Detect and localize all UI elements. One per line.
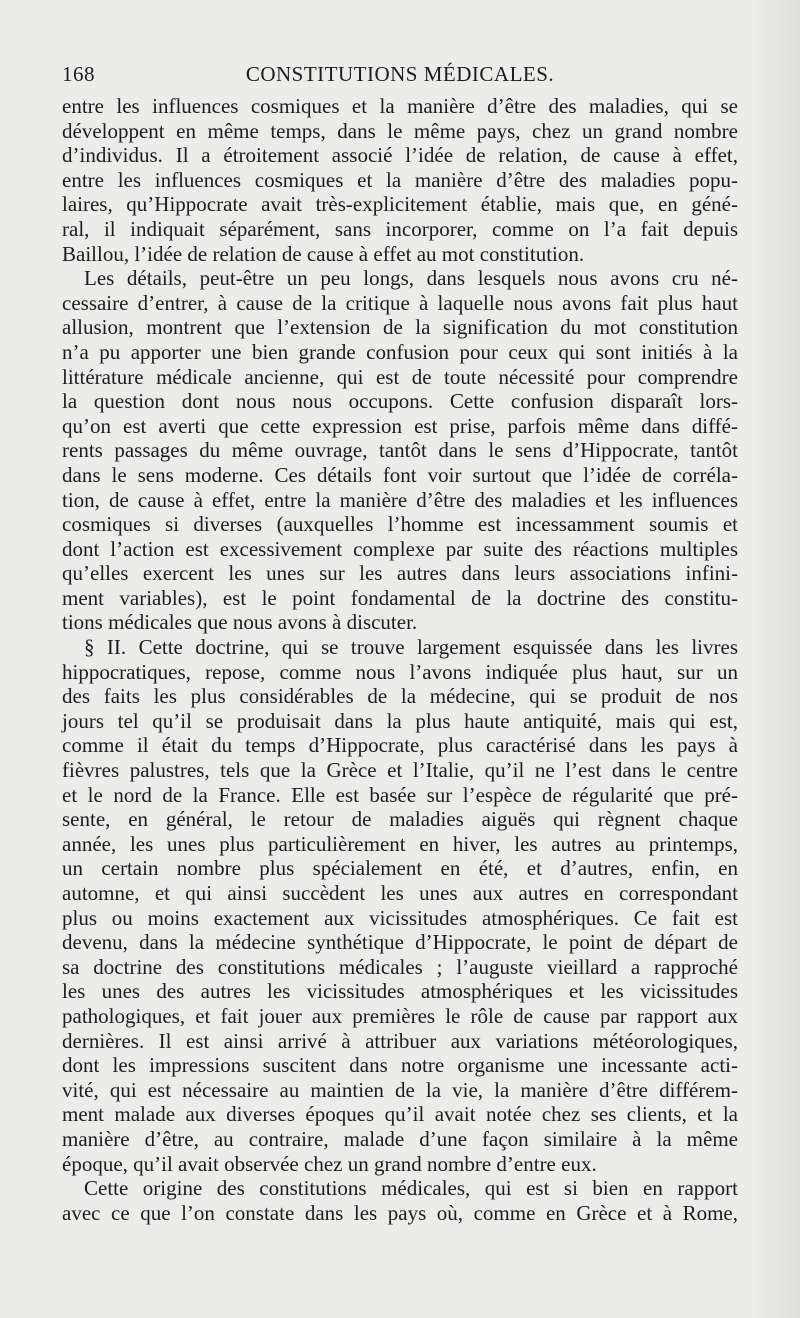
text-line: d’individus. Il a étroitement associé l’idée de relation, de cause à effet, <box>62 143 738 168</box>
text-line: la question dont nous nous occupons. Cette confusion disparaît lors- <box>62 389 738 414</box>
text-line: ment malade aux diverses époques qu’il avait notée chez ses clients, et la <box>62 1102 738 1127</box>
text-line: sente, en général, le retour de maladies aiguës qui règnent chaque <box>62 807 738 832</box>
text-line: allusion, montrent que l’extension de la signification du mot constitution <box>62 315 738 340</box>
text-line: Les détails, peut-être un peu longs, dans lesquels nous avons cru né- <box>84 266 738 291</box>
text-line: développent en même temps, dans le même pays, chez un grand nombre <box>62 118 738 143</box>
text-line: des faits les plus considérables de la médecine, qui se produit de nos <box>62 684 738 709</box>
text-line: Cette origine des constitutions médicales, qui est si bien en rapport <box>84 1176 738 1201</box>
text-line: avec ce que l’on constate dans les pays où, comme en Grèce et à Rome, <box>62 1200 738 1225</box>
text-line: cosmiques si diverses (auxquelles l’homme est incessamment soumis et <box>62 512 738 537</box>
text-line: littérature médicale ancienne, qui est de toute nécessité pour comprendre <box>62 364 738 389</box>
page-edge-shadow <box>752 0 800 1318</box>
paragraph <box>62 1176 738 1225</box>
paragraph <box>62 266 738 635</box>
text-line: jours tel qu’il se produisait dans la plus haute antiquité, mais qui est, <box>62 708 738 733</box>
text-line: qu’elles exercent les unes sur les autres dans leurs associations infini- <box>62 561 738 586</box>
running-title: CONSTITUTIONS MÉDICALES. <box>245 62 555 86</box>
page-header <box>62 60 738 88</box>
body-text <box>62 94 738 1225</box>
text-line: qu’on est averti que cette expression est prise, parfois même dans diffé- <box>62 413 738 438</box>
text-line: entre les influences cosmiques et la manière d’être des maladies, qui se <box>62 94 738 118</box>
text-line: tions médicales que nous avons à discuter. <box>62 610 418 635</box>
text-line: dont les impressions suscitent dans notre organisme une incessante acti- <box>62 1053 738 1078</box>
text-line: plus ou moins exactement aux vicissitudes atmosphériques. Ce fait est <box>62 905 738 930</box>
text-line: pathologiques, et fait jouer aux premières le rôle de cause par rapport aux <box>62 1003 738 1028</box>
text-line: cessaire d’entrer, à cause de la critique à laquelle nous avons fait plus haut <box>62 290 738 315</box>
text-line: sa doctrine des constitutions médicales ; l’auguste vieillard a rapproché <box>62 954 738 979</box>
text-line: rents passages du même ouvrage, tantôt dans le sens d’Hippocrate, tantôt <box>62 438 738 463</box>
section-paragraph <box>62 635 738 1176</box>
text-line: les unes des autres les vicissitudes atmosphériques et les vicissitudes <box>62 979 738 1004</box>
text-line: époque, qu’il avait observée chez un grand nombre d’entre eux. <box>62 1151 597 1176</box>
text-line: n’a pu apporter une bien grande confusion pour ceux qui sont initiés à la <box>62 339 738 364</box>
text-line: entre les influences cosmiques et la manière d’être des maladies popu- <box>62 167 738 192</box>
text-line: ral, il indiquait séparément, sans incorporer, comme on l’a fait depuis <box>62 216 738 241</box>
text-line: dont l’action est excessivement complexe par suite des réactions multiples <box>62 536 738 561</box>
section-heading-line: § II. Cette doctrine, qui se trouve largement esquissée dans les livres <box>84 635 738 660</box>
paragraph <box>62 94 738 266</box>
text-line: Baillou, l’idée de relation de cause à effet au mot constitution. <box>62 241 585 266</box>
text-line: dans le sens moderne. Ces détails font voir surtout que l’idée de corréla- <box>62 462 738 487</box>
text-line: ment variables), est le point fondamental de la doctrine des constitu- <box>62 585 738 610</box>
page-number: 168 <box>62 62 95 86</box>
text-line: dernières. Il est ainsi arrivé à attribuer aux variations météorologiques, <box>62 1028 738 1053</box>
text-line: tion, de cause à effet, entre la manière d’être des maladies et les influences <box>62 487 738 512</box>
text-line: fièvres palustres, tels que la Grèce et l’Italie, qu’il ne l’est dans le centre <box>62 758 738 783</box>
text-line: manière d’être, au contraire, malade d’une façon similaire à la même <box>62 1126 738 1151</box>
text-line: année, les unes plus particulièrement en hiver, les autres au printemps, <box>62 831 738 856</box>
text-line: hippocratiques, repose, comme nous l’avons indiquée plus haut, sur un <box>62 659 738 684</box>
text-line: et le nord de la France. Elle est basée sur l’espèce de régularité que pré- <box>62 782 738 807</box>
text-line: devenu, dans la médecine synthétique d’Hippocrate, le point de départ de <box>62 930 738 955</box>
text-line: laires, qu’Hippocrate avait très-explicitement établie, mais que, en géné- <box>62 192 738 217</box>
text-line: vité, qui est nécessaire au maintien de la vie, la manière d’être différem- <box>62 1077 738 1102</box>
text-line: automne, et qui ainsi succèdent les unes aux autres en correspondant <box>62 881 738 905</box>
text-line: comme il était du temps d’Hippocrate, plus caractérisé dans les pays à <box>62 733 738 758</box>
text-line: un certain nombre plus spécialement en été, et d’autres, enfin, en <box>62 856 738 881</box>
